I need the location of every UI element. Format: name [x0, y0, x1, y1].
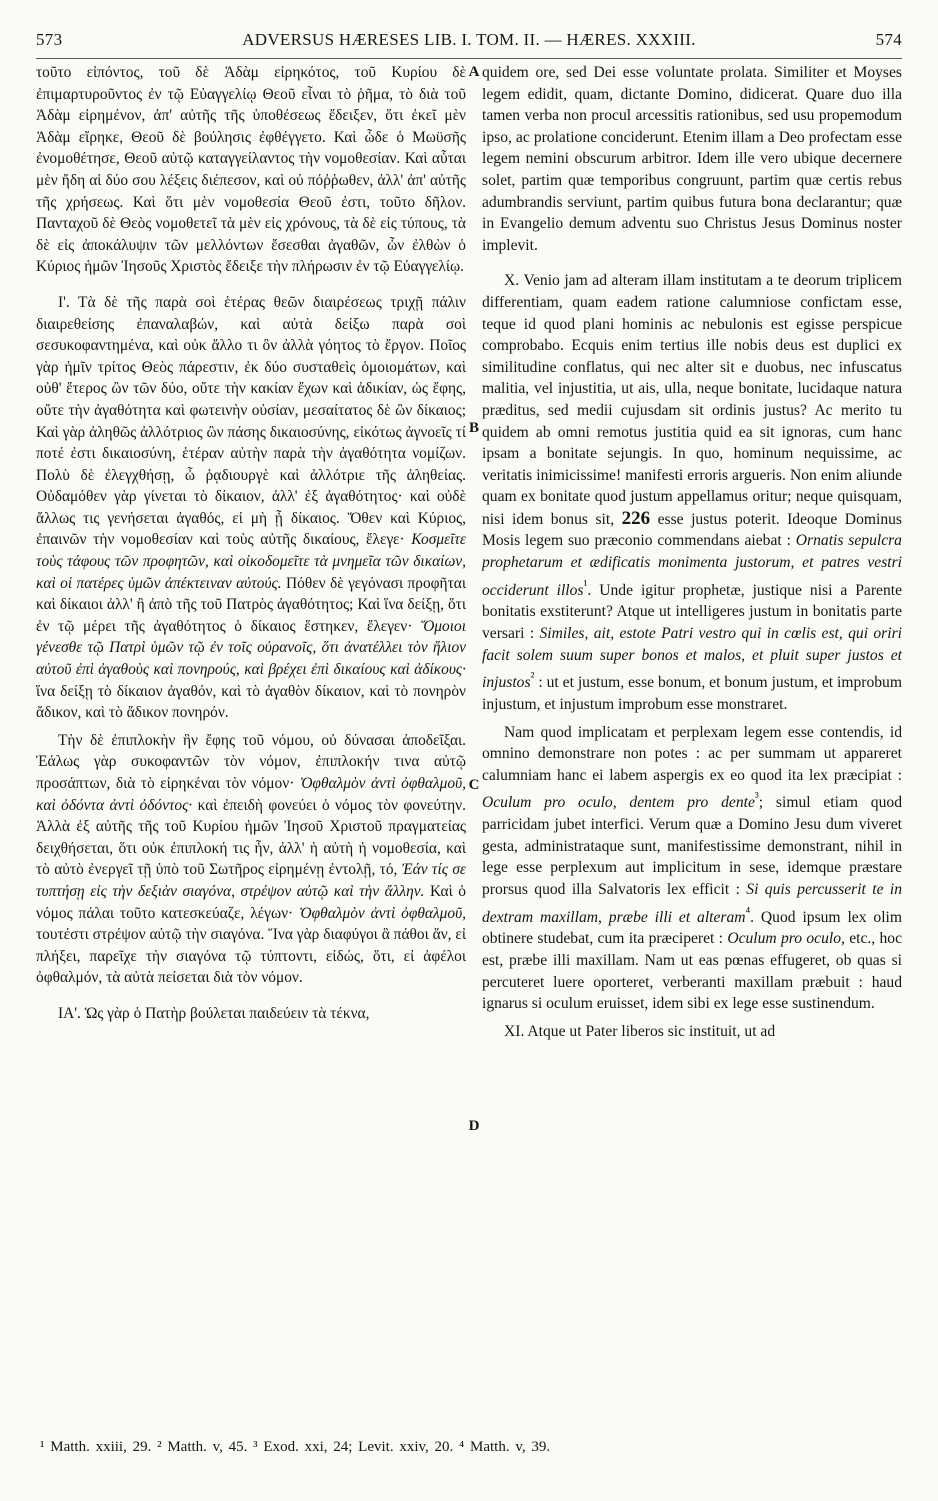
latin-paragraph-3 — [482, 722, 902, 1015]
greek-column — [36, 62, 466, 1025]
footnotes: ¹ Matth. xxiii, 29. ² Matth. v, 45. ³ Exod. xxi, 24; Levit. xxiv, 20. ⁴ Matth. v, 39. — [40, 1439, 551, 1455]
greek-text: Τὴν δὲ ἐπιπλοκὴν ἣν ἔφης τοῦ νόμου, οὐ δύνασαι ἀποδεῖξαι. Ἑάλως γὰρ συκοφαντῶν τὸν νόμον, ἐπιπλοκήν τινα αὐτῷ προσάπτων, διὰ τὸ εἰρηκέναι τὸν νόμον· — [36, 731, 466, 792]
header-rule — [36, 58, 902, 59]
greek-paragraph-1: τοῦτο εἰπόντος, τοῦ δὲ Ἀδὰμ εἰρηκότος, τοῦ Κυρίου δὲ ἐπιμαρτυροῦντος ἐν τῷ Εὐαγγελίῳ Θεοῦ εἶναι τὸ ῥῆμα, τὸ διὰ τοῦ Ἀδὰμ εἰρημένον, ἀπ' αὐτῆς τῆς ὑποθέσεως ἔδειξεν, ὅτι ἐκεῖ μὲν Ἀδὰμ εἴρηκε, Θεοῦ δὲ βούλησις ἐφθέγγετο. Καὶ ὧδε ὁ Μωϋσῆς ἐνομοθέτησε, Θεοῦ αὐτῷ καταγγείλαντος τὴν νομοθεσίαν. Καὶ αὗται μὲν ἤδη αἱ δύο σου λέξεις διέπεσον, καὶ οὐ πόῤῥωθεν, ἀλλ' ἀπ' αὐτῆς τῆς χρήσεως. Καὶ ὅτι μὲν νομοθεσία Θεοῦ ἐστι, τοῦτο δῆλον. Πανταχοῦ δὲ Θεὸς νομοθετεῖ τὰ μὲν εἰς χρόνους, τὰ δὲ εἰς τύπους, τὰ δὲ εἰς ἀποκάλυψιν τῶν μελλόντων ἔσεσθαι ἀγαθῶν, ὧν ἐλθὼν ὁ Κύριος ἡμῶν Ἰησοῦς Χριστὸς ἔδειξε τὴν πλήρωσιν ἐν τῷ Εὐαγγελίῳ. — [36, 64, 466, 276]
latin-text: : ut et justum, esse bonum, et bonum justum, et improbum injustum, et injustum improbum esse monstraret. — [482, 674, 902, 713]
latin-column — [482, 62, 902, 1042]
page-number-right: 574 — [875, 30, 902, 49]
latin-quotation: Si quis percusserit te in dextram maxillam, præbe illi et alteram — [482, 880, 902, 926]
greek-quotation: Ἐάν τίς σε τυπτήσῃ εἰς τὴν δεξιὰν σιαγόνα, στρέψον αὐτῷ καὶ τὴν ἄλλην. — [36, 861, 466, 900]
column-number: 226 — [621, 507, 651, 529]
greek-quotation: Ὅμοιοι γένεσθε τῷ Πατρὶ ὑμῶν τῷ ἐν τοῖς οὐρανοῖς, ὅτι ἀνατέλλει τὸν ἥλιον αὐτοῦ ἐπὶ ἀγαθοὺς καὶ πονηρούς, καὶ βρέχει ἐπὶ δικαίους καὶ ἀδίκους· — [36, 617, 466, 679]
latin-text: ; simul etiam quod parricidam jubet interfici. Verum quæ a Domino Jesu dum viveret gesta, administrataque sunt, manifestissime demonstrant, nihil in lege esse perplexum aut implicitum in sese, idemque præstare prorsus quod illa Salvatoris lex efficit : — [482, 794, 902, 898]
latin-paragraph-4 — [482, 1021, 902, 1043]
page-number-left: 573 — [36, 30, 63, 49]
greek-text: Καὶ ὁ νόμος πάλαι τοῦτο κατεσκεύαζε, λέγων· — [36, 882, 466, 922]
margin-marker-d: D — [468, 1118, 480, 1134]
footnote-ref-3: ³ — [754, 789, 759, 805]
footnote-ref-2: ² — [530, 669, 535, 685]
greek-quotation: Ὀφθαλμὸν ἀντὶ ὀφθαλμοῦ, — [299, 904, 466, 922]
greek-paragraph-3 — [36, 730, 466, 989]
latin-section-number-10: X. — [504, 272, 520, 290]
latin-text: esse justus poterit. Ideoque Dominus Mosis legem suo præconio commendans aiebat : — [482, 510, 902, 550]
latin-quotation: Oculum pro oculo, dentem pro dente — [482, 794, 755, 812]
latin-text: . Unde igitur prophetæ, justique nisi a Parente bonitatis exstiterunt? Atque ut intelligeres justum in bonitatis parte versari : — [482, 581, 902, 643]
greek-quotation: Κοσμεῖτε τοὺς τάφους τῶν προφητῶν, καὶ οἰκοδομεῖτε τὰ μνημεῖα τῶν δικαίων, καὶ οἱ πατέρες ὑμῶν ἀπέκτειναν αὐτούς. — [36, 531, 466, 592]
margin-marker-c: C — [468, 777, 480, 793]
latin-quotation: Oculum pro oculo, — [727, 930, 845, 948]
latin-paragraph-2 — [482, 270, 902, 715]
latin-text: Atque ut Pater liberos sic instituit, ut ad — [527, 1022, 776, 1040]
greek-text: ἵνα δείξῃ τὸ δίκαιον ἀγαθόν, καὶ τὸ ἀγαθὸν δίκαιον, καὶ τὸ πονηρὸν ἄδικον, καὶ τὸ ἄδικον πονηρόν. — [36, 682, 466, 722]
running-title: ADVERSUS HÆRESES LIB. I. TOM. II. — HÆRES. XXXIII. — [242, 30, 696, 49]
margin-marker-b: B — [468, 420, 479, 436]
running-header — [36, 30, 902, 56]
greek-text: καὶ ἐπειδὴ φονεύει ὁ νόμος τὸν φονεύτην. Ἀλλὰ ἐξ αὐτῆς τῆς τοῦ Κυρίου ἡμῶν Ἰησοῦ Χριστοῦ πραγματείας δειχθήσεται, ὅτι οὐκ ἐπιπλοκή τις ἦν, ἀλλ' ἡ αὐτὴ ἡ νομοθεσία, καὶ τὸ αὐτὸ ἐνεργεῖ τῇ ὑπὸ τοῦ Σωτῆρος εἰρημένῃ ἐντολῇ, τό, — [36, 796, 466, 879]
greek-text: Πόθεν δὲ γεγόνασι προφῆται καὶ δίκαιοι ἀλλ' ἢ ἀπὸ τῆς τοῦ Πατρὸς ἀγαθότητος; Καὶ ἵνα δείξῃ, ὅτι ἐν τῷ μέρει τῆς ἀγαθότητος ὁ δίκαιος ἕστηκεν, ἔλεγεν· — [36, 574, 466, 635]
latin-text: etc., hoc est, præbe illi maxillam. Nam ut eas pœnas effugeret, ob quas si percuteret luere oporteret, verberanti maxillam præbuit : haud ignarus si oculum eruisset, idem sibi ex lege esse sustinendum. — [482, 930, 902, 1013]
footnote-ref-4: ⁴ — [745, 903, 751, 919]
greek-paragraph-4 — [36, 1003, 466, 1025]
latin-quotation: Similes, ait, estote Patri vestro qui in cœlis est, qui oriri facit solem suum super bonos et malos, et pluit super justos et injustos — [482, 625, 902, 692]
greek-quotation: Ὀφθαλμὸν ἀντὶ ὀφθαλμοῦ, καὶ ὀδόντα ἀντὶ ὀδόντος· — [36, 775, 466, 814]
margin-marker-a: A — [468, 64, 480, 80]
greek-paragraph-2 — [36, 292, 466, 724]
greek-text: τουτέστι στρέψον αὐτῷ τὴν σιαγόνα. Ἵνα γὰρ διαφύγοι ἃ πάθοι ἄν, εἰ πλήξει, παρεῖχε τὴν σιαγόνα τῷ τύπτοντι, εἰδώς, ὅτι, εἰ ἀφέλοι ὀφθαλμόν, τὰ αὐτὰ πείσεται διὰ τὸν νόμον. — [36, 926, 466, 987]
greek-section-number-10: Ι'. — [58, 293, 70, 311]
latin-quotation: Ornatis sepulcra prophetarum et ædificatis monimenta justorum, et patres vestri occiderunt illos — [482, 532, 902, 599]
greek-text: Ὡς γὰρ ὁ Πατὴρ βούλεται παιδεύειν τὰ τέκνα, — [84, 1004, 370, 1022]
latin-text: Venio jam ad alteram illam institutam a te deorum triplicem differentiam, quam eadem ratione calumniose confictam esse, teque id quod plani hominis ac nebulonis est egisse perspicue comprobabo. Ecquis enim tertius ille nobis deus est duplici ex similitudine conflatus, qui nec alter sit e duobus, nec infuscatus malitia, vel injustitia, ut ais, ulla, neque bonitate, lucidaque natura præditus, sed medii cujusdam sit ordinis justus? Ac merito tu quidem ab omni remotus justitia quid ea sit ignoras, cum hanc ipsam a bonitate sejungis. In quo, hominum nequissime, ac veritatis inimicissime! manifesti erroris argueris. Non enim aliunde quam ex bonitate quod justum appellamus oritur; neque quisquam, nisi idem bonus sit, — [482, 272, 903, 528]
footnote-ref-1: ¹ — [583, 576, 588, 592]
latin-section-number-11: XI. — [504, 1022, 525, 1040]
latin-paragraph-1: quidem ore, sed Dei esse voluntate prolata. Similiter et Moyses legem edidit, quam, dictante Domino, didicerat. Quare duo illa tamen verba non procul arcessitis rationibus, sed usu propemodum ipso, ac prolatione conciderunt. Etenim illam a Deo profectam esse legem nemini obscurum arbitror. Idem ille vero ubique decernere solet, partim quæ temporibus congruunt, partim quæ certis rebus adumbrandis serviunt, partim quibus futura bona declarantur; quæ in Evangelio demum adventu suo Christus Jesus Dominus noster implevit. — [482, 64, 902, 254]
latin-text: Nam quod implicatam et perplexam legem esse contendis, id omnino demonstrare non potes : ac per summam ut appareret calumniam hanc ei labem aspergis ex eo quod ita lex præcipiat : — [482, 723, 902, 784]
greek-section-number-11: ΙΑ'. — [58, 1004, 81, 1022]
latin-text: . Quod ipsum lex olim obtinere studebat, cum ita præciperet : — [482, 908, 902, 948]
greek-text: Τὰ δὲ τῆς παρὰ σοὶ ἑτέρας θεῶν διαιρέσεως τριχῇ πάλιν διαιρεθείσης ἐπαναλαβών, καὶ αὐτὰ δείξω παρὰ σοὶ σεσυκοφαντημένα, καὶ οὐκ ἄλλο τι ὂν ἀλλὰ γόητος τὸ ἔργον. Ποῖος γὰρ ἡμῖν τρίτος Θεὸς πάρεστιν, ἐκ δύο συσταθεὶς ὁμοιομάτων, καὶ οὐθ' ἕτερος ὢν τῶν δύο, οὔτε τὴν κακίαν ἔχων καὶ ἀδικίαν, ὡς ἔφης, οὔτε τὴν ἀγαθότητα καὶ φωτεινὴν οὐσίαν, μεσαίτατος δὲ ὢν δίκαιος; Καὶ γὰρ ἀληθῶς ἀλλότριος ὢν πάσης δικαιοσύνης, εἰκότως ἀγνοεῖς τί ποτέ ἐστι δικαιοσύνη, ἑτέραν αὐτὴν παρὰ τὴν ἀγαθότητα νομίζων. Πολὺ δὲ ἐλεγχθήσῃ, ὦ ῥᾳδιουργὲ καὶ ἀλλότριε τῆς ἀληθείας. Οὐδαμόθεν γὰρ γίνεται τὸ δίκαιον, ἀλλ' ἐξ ἀγαθότητος· καὶ οὐδὲ ἄλλως τις γενήσεται ἀγαθός, εἰ μὴ ᾖ δίκαιος. Ὅθεν καὶ Κύριος, ἐπαινῶν τὴν νομοθεσίαν καὶ τοὺς αὐτῆς δικαίους, ἔλεγε· — [36, 293, 466, 549]
